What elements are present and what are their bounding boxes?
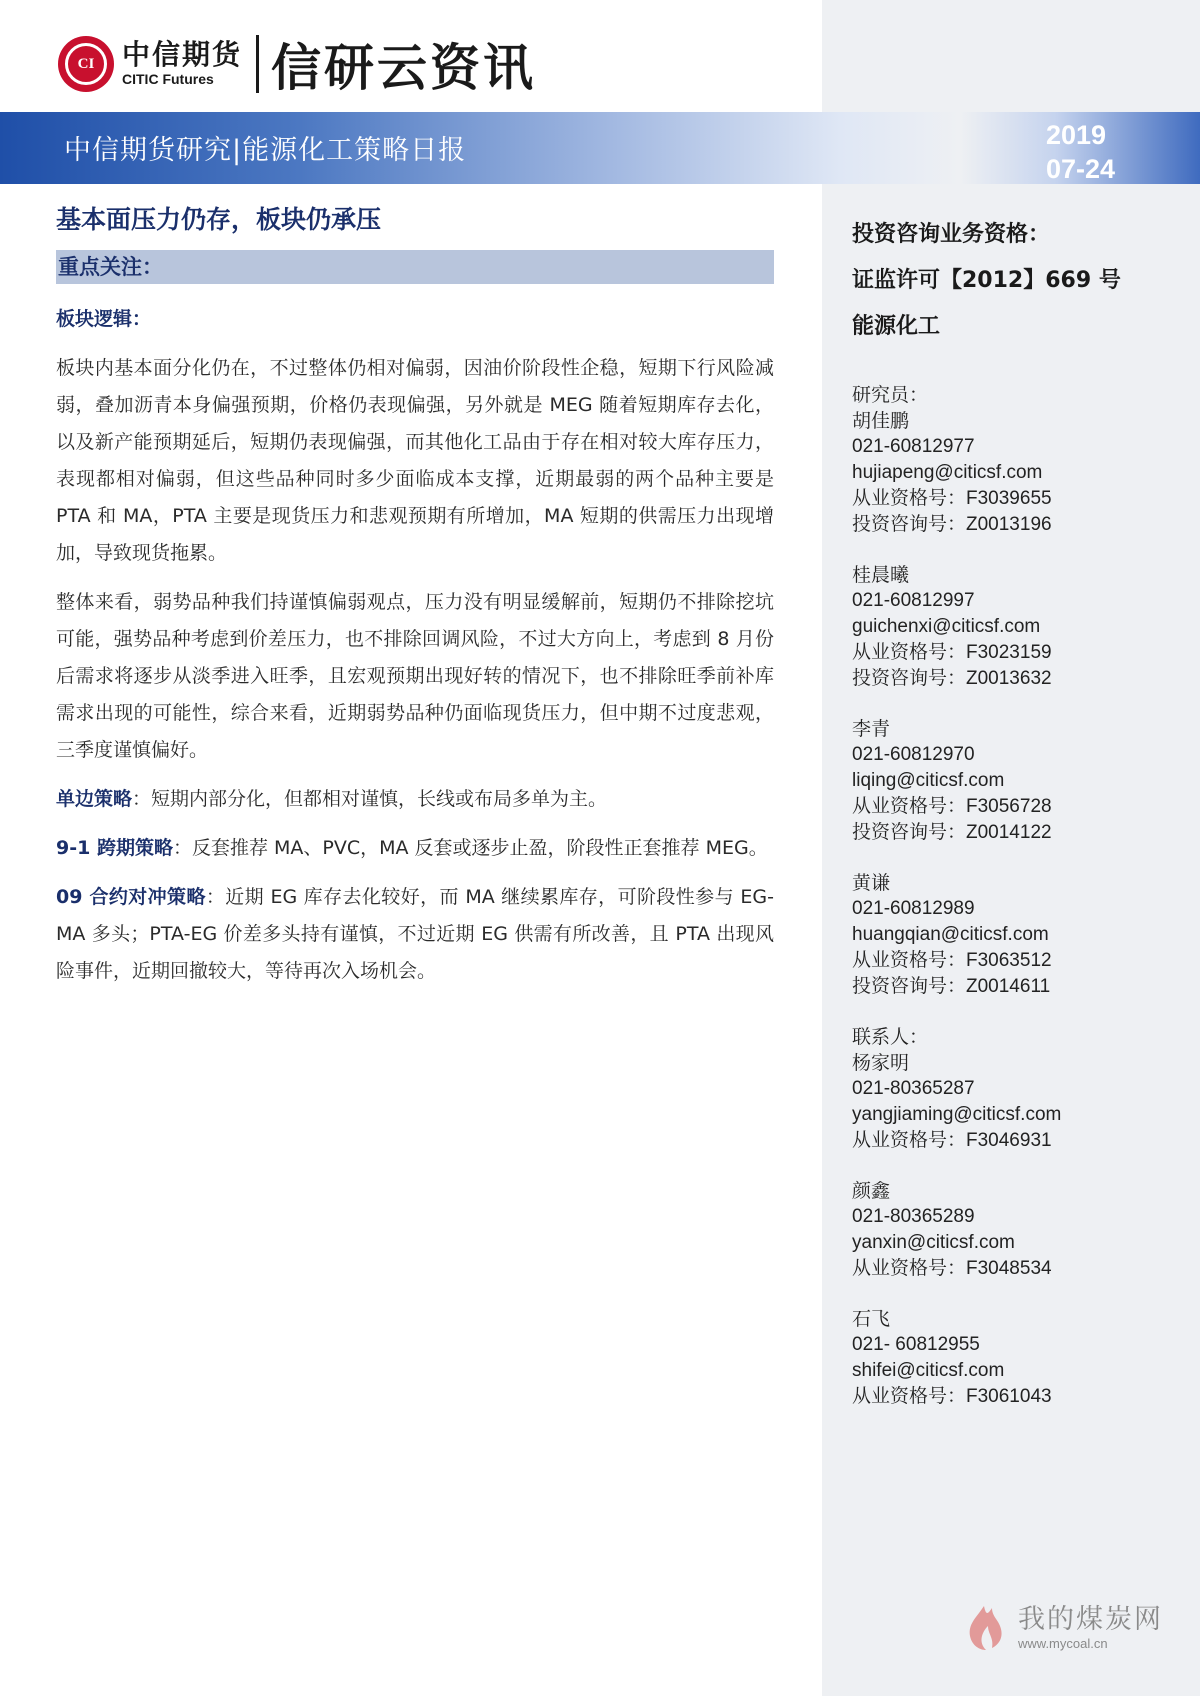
person-name: 石飞 xyxy=(852,1308,891,1330)
brand-title: 信研云资讯 xyxy=(271,38,537,97)
citic-logo-icon: CI xyxy=(58,36,114,92)
person-invest: 投资咨询号：Z0013196 xyxy=(852,514,1052,535)
person-cert: 从业资格号：F3048534 xyxy=(852,1258,1052,1279)
person-name: 杨家明 xyxy=(852,1052,910,1074)
person-email[interactable]: liqing@citicsf.com xyxy=(852,770,1005,791)
header-logo xyxy=(58,34,537,97)
watermark-text xyxy=(1018,1604,1163,1652)
person-cert: 从业资格号：F3039655 xyxy=(852,488,1052,509)
contacts-label: 联系人： xyxy=(852,1026,929,1048)
person-invest: 投资咨询号：Z0013632 xyxy=(852,668,1052,689)
watermark xyxy=(958,1602,1163,1654)
strategy-hedge xyxy=(56,879,774,990)
banner-date xyxy=(1046,118,1115,186)
person-phone: 021-60812997 xyxy=(852,590,975,611)
person-name: 李青 xyxy=(852,718,891,740)
person-name: 胡佳鹏 xyxy=(852,410,910,432)
sidebar xyxy=(852,212,1182,1434)
person-name: 黄谦 xyxy=(852,872,891,894)
report-title: 基本面压力仍存，板块仍承压 xyxy=(56,205,382,234)
person-cert: 从业资格号：F3063512 xyxy=(852,950,1052,971)
contact-card xyxy=(852,1306,1182,1410)
logo-text xyxy=(122,40,242,88)
sector-name: 能源化工 xyxy=(852,314,941,339)
researcher-card xyxy=(852,870,1182,1000)
logo-divider xyxy=(256,35,259,93)
watermark-cn: 我的煤炭网 xyxy=(1018,1604,1163,1635)
person-cert: 从业资格号：F3056728 xyxy=(852,796,1052,817)
strategy-label: 9-1 跨期策略 xyxy=(56,837,173,859)
person-email[interactable]: shifei@citicsf.com xyxy=(852,1360,1005,1381)
person-phone: 021-60812970 xyxy=(852,744,975,765)
person-phone: 021- 60812955 xyxy=(852,1334,980,1355)
researcher-card xyxy=(852,408,1182,538)
main-content xyxy=(56,202,774,1002)
paragraph: 整体来看，弱势品种我们持谨慎偏弱观点，压力没有明显缓解前，短期仍不排除挖坑可能，强势品种考虑到价差压力，也不排除回调风险，不过大方向上，考虑到 8 月份后需求将逐步从淡季进入旺季，且宏观预期出现好转的情况下，也不排除旺季前补库需求出现的可能性，综合来看，近期弱势品种仍面临现货压力，但中期不过度悲观，三季度谨慎偏好。 xyxy=(56,591,774,761)
strategy-text: ：反套推荐 MA、PVC，MA 反套或逐步止盈，阶段性正套推荐 MEG。 xyxy=(172,837,768,859)
person-email[interactable]: guichenxi@citicsf.com xyxy=(852,616,1041,637)
person-phone: 021-60812989 xyxy=(852,898,975,919)
qualification-title: 投资咨询业务资格： xyxy=(852,222,1051,247)
flame-icon xyxy=(958,1602,1010,1654)
person-phone: 021-80365289 xyxy=(852,1206,975,1227)
banner-title: 中信期货研究|能源化工策略日报 xyxy=(64,135,467,166)
logo-en: CITIC Futures xyxy=(122,71,214,87)
researchers-label: 研究员： xyxy=(852,384,929,406)
contact-card xyxy=(852,1050,1182,1154)
researcher-list xyxy=(852,382,1182,1410)
person-cert: 从业资格号：F3046931 xyxy=(852,1130,1052,1151)
logic-heading: 板块逻辑： xyxy=(56,308,152,330)
contact-card xyxy=(852,1178,1182,1282)
license-number: 证监许可【2012】669 号 xyxy=(852,268,1121,293)
person-name: 桂晨曦 xyxy=(852,564,910,586)
paragraph: 板块内基本面分化仍在，不过整体仍相对偏弱，因油价阶段性企稳，短期下行风险减弱，叠加沥青本身偏强预期，价格仍表现偏强，另外就是 MEG 随着短期库存去化，以及新产能预期延后，短期仍表现偏强，而其他化工品由于存在相对较大库存压力，表现都相对偏弱，但这些品种同时多少面临成本支撑，近期最弱的两个品种主要是 PTA 和 MA，PTA 主要是现货压力和悲观预期有所增加，MA 短期的供需压力出现增加，导致现货拖累。 xyxy=(56,357,774,564)
person-email[interactable]: huangqian@citicsf.com xyxy=(852,924,1049,945)
person-cert: 从业资格号：F3023159 xyxy=(852,642,1052,663)
person-phone: 021-80365287 xyxy=(852,1078,975,1099)
researcher-card xyxy=(852,562,1182,692)
strategy-label: 单边策略 xyxy=(56,788,133,810)
strategy-text: ：短期内部分化，但都相对谨慎，长线或布局多单为主。 xyxy=(132,788,608,810)
logo-cn: 中信期货 xyxy=(122,38,243,71)
person-invest: 投资咨询号：Z0014611 xyxy=(852,976,1051,997)
person-email[interactable]: yanxin@citicsf.com xyxy=(852,1232,1015,1253)
person-name: 颜鑫 xyxy=(852,1180,891,1202)
person-phone: 021-60812977 xyxy=(852,436,975,457)
banner-year: 2019 xyxy=(1046,120,1107,150)
banner-day: 07-24 xyxy=(1046,154,1116,184)
person-cert: 从业资格号：F3061043 xyxy=(852,1386,1052,1407)
person-invest: 投资咨询号：Z0014122 xyxy=(852,822,1052,843)
researcher-card xyxy=(852,716,1182,846)
strategy-single xyxy=(56,781,774,818)
focus-heading: 重点关注： xyxy=(56,250,774,284)
person-email[interactable]: hujiapeng@citicsf.com xyxy=(852,462,1043,483)
strategy-text: ：近期 EG 库存去化较好，而 MA 继续累库存，可阶段性参与 EG-MA 多头；PTA-EG 价差多头持有谨慎，不过近期 EG 供需有所改善，且 PTA 出现风险事件，近期回撤较大，等待再次入场机会。 xyxy=(56,886,775,982)
watermark-url: www.mycoal.cn xyxy=(1018,1636,1108,1651)
strategy-calendar xyxy=(56,830,774,867)
person-email[interactable]: yangjiaming@citicsf.com xyxy=(852,1104,1062,1125)
strategy-label: 09 合约对冲策略 xyxy=(56,886,206,908)
